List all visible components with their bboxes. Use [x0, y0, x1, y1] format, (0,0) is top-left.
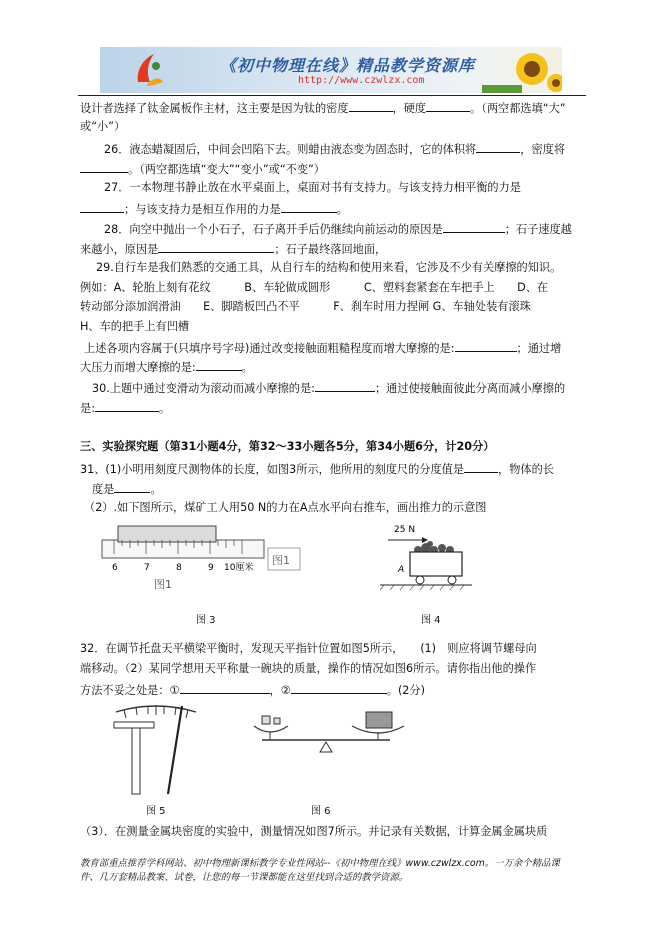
- q28-line1: 28．向空中抛出一个小石子，石子离开手后仍继续向前运动的原因是 ；石子速度越: [104, 223, 572, 236]
- balance-pointer-needle: [168, 706, 182, 794]
- q25-line2: 或“小”）: [80, 120, 126, 133]
- logo-icon: [134, 52, 164, 88]
- figure-3-ruler: [100, 524, 310, 604]
- banner-title: 《初中物理在线》精品教学资源库: [220, 56, 476, 75]
- figure-5-balance-pointer: [112, 702, 202, 798]
- q31-line2: 度是 。: [92, 483, 162, 496]
- q28-line2: 来越小，原因是 ；石子最终落回地面，: [80, 243, 387, 256]
- q27-line1: 27．一本物理书静止放在水平桌面上，桌面对书有支持力。与该支持力相平衡的力是: [104, 181, 521, 194]
- q30-line2: 是: 。: [80, 402, 171, 415]
- figure-1-label: 图1: [154, 578, 172, 591]
- q30-line1: 30.上题中通过变滑动为滚动而减小摩擦的是: ；通过使接触面彼此分离而减小摩擦的: [92, 382, 566, 395]
- q26-line2: 。（两空都选填“变大”“变小”或“不变”）: [80, 161, 325, 177]
- figure-3-caption: 图 3: [196, 615, 216, 626]
- q29-line6: 大压力而增大摩擦的是: 。: [80, 361, 253, 374]
- ruler-tick-label: 6: [112, 563, 118, 573]
- q25-line: 设计者选择了钛金属板作主材，这主要是因为钛的密度 ，硬度 。（两空都选填“大”: [80, 102, 566, 115]
- ruler-tick-label: 7: [144, 563, 150, 573]
- header-rule: [78, 95, 586, 96]
- footer-line-1: 教育部重点推荐学科网站、初中物理新课标教学专业性网站--《初中物理在线》www.czwlzx.com。一万余个精品课: [80, 858, 560, 869]
- q32-line3: 方法不妥之处是：① ，② 。(2分): [80, 684, 425, 697]
- sunflower-icon: [482, 47, 562, 93]
- force-label: 25 N: [394, 525, 416, 535]
- q31-line1: 31、(1)小明用刻度尺测物体的长度，如图3所示，他所用的刻度尺的分度值是 ，物体的长: [80, 463, 554, 476]
- q29-line4: H、车的把手上有凹槽: [80, 320, 190, 333]
- q31-line3: （2）.如下图所示，煤矿工人用50 N的力在A点水平向右推车，画出推力的示意图: [84, 501, 487, 514]
- figure-4-caption: 图 4: [421, 615, 441, 626]
- q29-line3: 转动部分添加润滑油 E、脚踏板凹凸不平 F、刹车时用力捏闸 G、车轴处装有滚珠: [80, 300, 531, 313]
- q26-line1: 26．液态蜡凝固后，中间会凹陷下去。则蜡由液态变为固态时，它的体积将 ，密度将: [104, 143, 566, 156]
- q32-line1: 32．在调节托盘天平横梁平衡时，发现天平指针位置如图5所示， (1) 则应将调节螺母向: [80, 642, 537, 655]
- point-a-label: A: [398, 565, 405, 575]
- q29-line2: 例如：A、轮胎上刻有花纹 B、车轮做成圆形 C、塑料套紧套在车把手上 D、在: [80, 281, 549, 294]
- sample-block: [366, 712, 392, 728]
- q29-line5: 上述各项内容属于(只填序号字母)通过改变接触面粗糙程度而增大摩擦的是: ；通过增: [84, 342, 562, 355]
- figure-4-cart: [376, 520, 476, 596]
- measured-object: [118, 526, 216, 542]
- banner-url[interactable]: http://www.czwlzx.com: [298, 75, 425, 86]
- q33-line: （3）．在测量金属块密度的实验中，测量情况如图7所示。并记录有关数据，计算金属金属块质: [80, 825, 548, 838]
- ruler-tick-label: 10厘米: [224, 563, 254, 573]
- header-banner: [100, 47, 562, 93]
- q32-line2: 端移动。（2）某同学想用天平称量一碗块的质量，操作的情况如图6所示。请你指出他的操作: [80, 662, 537, 675]
- footer-line-2: 件、几万套精品教案、试卷，让您的每一节课都能在这里找到合适的教学资源。: [80, 872, 409, 883]
- figure-6-balance-scale: [248, 708, 418, 770]
- figure-5-caption: 图 5: [146, 806, 166, 817]
- figure-6-caption: 图 6: [311, 806, 331, 817]
- figure-1-box-label: 图1: [272, 554, 290, 567]
- q29-line1: 29.自行车是我们熟悉的交通工具，从自行车的结构和使用来看，它涉及不少有关摩擦的知识。: [96, 261, 562, 274]
- ruler-tick-label: 8: [176, 563, 182, 573]
- q27-line2: ；与该支持力是相互作用的力是 。: [80, 201, 348, 217]
- section-3-heading: 三、实验探究题（第31小题4分，第32～33小题各5分，第34小题6分，计20分）: [80, 440, 495, 453]
- ruler-tick-label: 9: [208, 563, 214, 573]
- cart-body: [410, 552, 462, 576]
